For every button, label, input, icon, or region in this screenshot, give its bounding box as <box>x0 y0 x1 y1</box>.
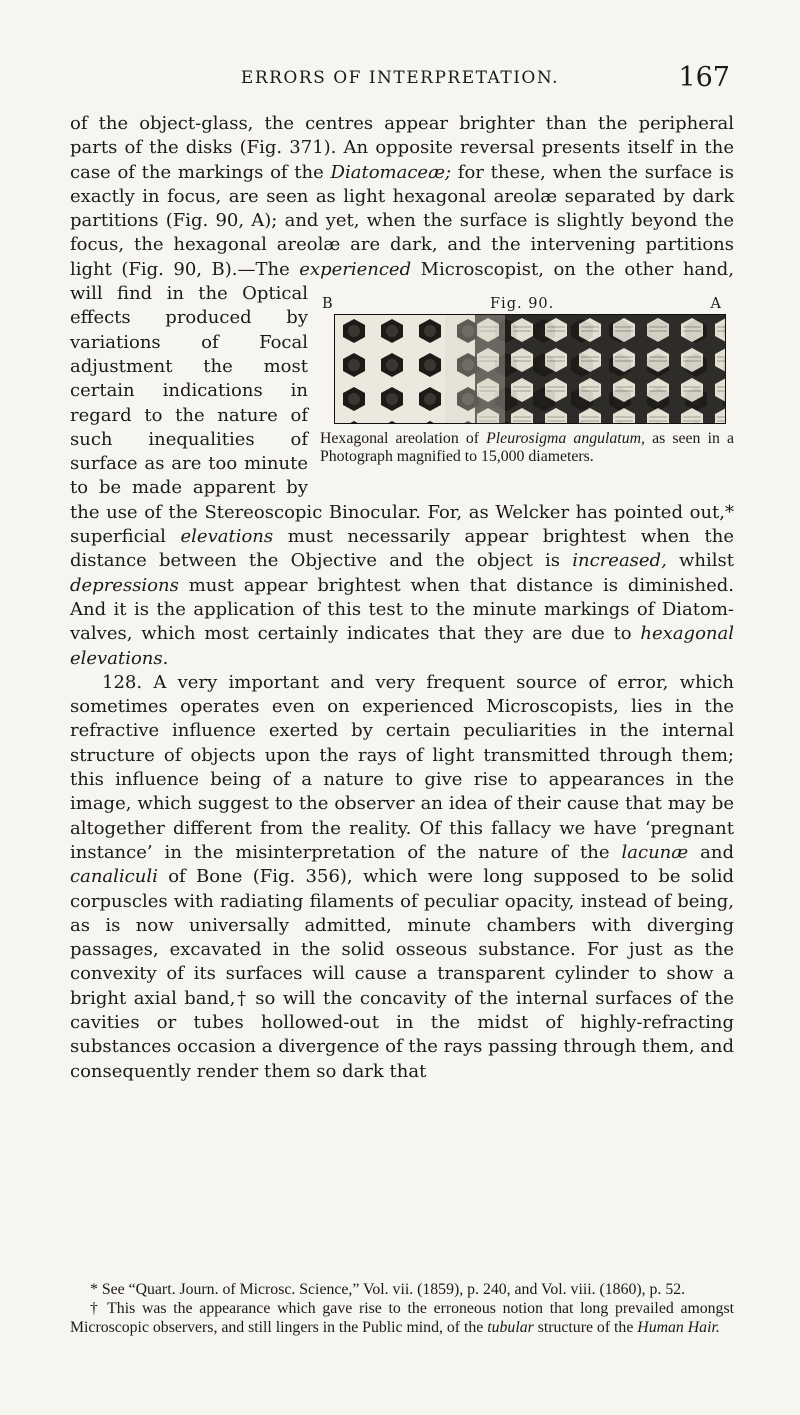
page-number: 167 <box>678 62 730 93</box>
figure-90 <box>320 290 734 488</box>
figure-title: Fig. 90. <box>490 296 555 313</box>
italic-term: experienced <box>299 258 412 280</box>
italic-term: elevations <box>180 526 274 548</box>
body-text <box>70 112 734 1084</box>
areolation-pattern-svg <box>335 315 725 423</box>
figure-title-row <box>320 290 734 312</box>
italic-term: depressions <box>70 574 179 596</box>
italic-term: lacunæ <box>621 841 689 863</box>
italic-term: hexagonal elevations. <box>70 623 734 669</box>
figure-caption: Hexagonal areolation of Pleurosigma angulatum, as seen in a Photograph magnified to 15,000 diameters. <box>320 430 735 466</box>
italic-term: canaliculi <box>70 866 158 888</box>
italic-term: Diatomaceæ; <box>330 161 452 183</box>
figure-label-a: A <box>710 296 722 313</box>
paragraph-1: of the object-glass, the centres appear brighter than the peripheral parts of the disks (Fig. 371). An opposite reversal presents itself in the case of the markings of the Diatomaceæ; for these, when the surface is exactly in focus, are seen as light hexagonal areolæ separated by dark partitions (Fig. 90, A); and yet, when the surface is slightly beyond the focus, the hexagonal areolæ are dark, and the intervening partitions light (Fig. 90, B).—The experienced B Fig. 90. A Hexagonal areolation of Pleurosigma angulatum, as seen in a Photograph magnified to 15,000 diameters. Microscopist, on the other hand, will find in the Optical effects produced by variations of Focal adjustment the most certain indications in regard to the nature of such inequalities of surface as are too minute to be made apparent by the use of the Stereoscopic Binocular. For, as Welcker has pointed out,* superficial elevations must necessarily appear brightest when the distance between the Objective and the object is increased, whilst depressions must appear brightest when that distance is diminished. And it is the application of this test to the minute markings of Diatom-valves, which most certainly indicates that they are due to hexagonal elevations. <box>70 113 735 669</box>
page-header <box>70 62 730 98</box>
running-title: ERRORS OF INTERPRETATION. <box>240 68 560 88</box>
paragraph-128: 128. A very important and very frequent source of error, which sometimes operates even on experienced Microscopists, lies in the refractive influence exerted by certain peculiarities in the internal structure of objects upon the rays of light transmitted through them; this influence being of a nature to give rise to appearances in the image, which suggest to the observer an idea of their cause that may be altogether different from the reality. Of this fallacy we have ‘pregnant instance’ in the misinterpretation of the nature of the lacunæ and canaliculi of Bone (Fig. 356), which were long supposed to be solid corpuscles with radiating filaments of peculiar opacity, instead of being, as is now universally admitted, minute chambers with diverging passages, excavated in the solid osseous substance. For just as the convexity of its surfaces will cause a transparent cylinder to show a bright axial band,† so will the concavity of the internal surfaces of the cavities or tubes hollowed-out in the midst of highly-refracting substances occasion a divergence of the rays passing through them, and consequently render them so dark that <box>70 671 734 1082</box>
italic-term: increased, <box>572 550 667 572</box>
figure-label-b: B <box>322 296 334 313</box>
footnotes <box>70 1280 734 1337</box>
footnote-1: * See “Quart. Journ. of Microsc. Science,” Vol. vii. (1859), p. 240, and Vol. viii. (1860), p. 52. <box>90 1281 686 1298</box>
hexagonal-areolation-image <box>334 314 726 424</box>
footnote-2: † This was the appearance which gave rise to the erroneous notion that long prevailed amongst Microscopic observers, and still lingers in the Public mind, of the tubular structure of the Human Hair. <box>70 1300 734 1336</box>
